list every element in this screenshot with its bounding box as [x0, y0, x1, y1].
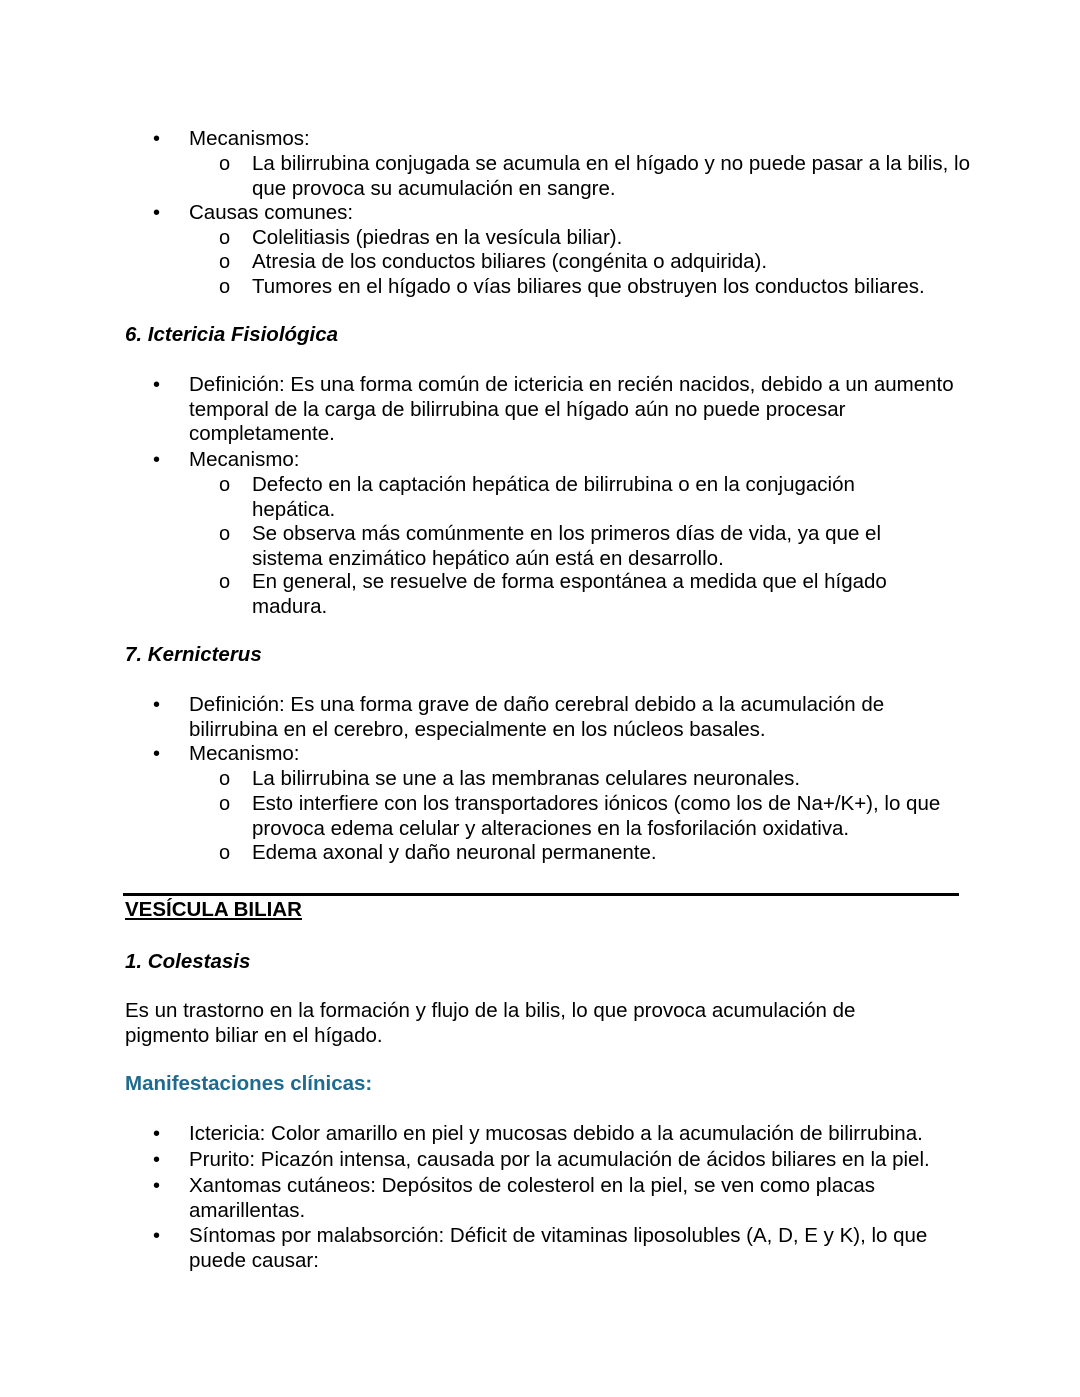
- bullet-disc: •: [153, 1225, 161, 1247]
- bullet-circle: o: [219, 251, 231, 273]
- section-heading-vesicula-biliar: VESÍCULA BILIAR: [125, 898, 302, 921]
- bullet-circle: o: [219, 276, 231, 298]
- paragraph-colestasis: Es un trastorno en la formación y flujo de la bilis, lo que provoca acumulación de pigmento biliar en el hígado.: [125, 999, 856, 1047]
- bullet-circle: o: [219, 523, 231, 545]
- bullet-disc: •: [153, 1149, 161, 1171]
- bullet-disc: •: [153, 743, 161, 765]
- bullet-circle: o: [219, 153, 231, 175]
- list-item-mecanismos: Mecanismos:: [189, 127, 310, 150]
- sub-item: Atresia de los conductos biliares (congénita o adquirida).: [252, 250, 768, 273]
- list-item-mecanismo: Mecanismo:: [189, 448, 300, 471]
- sub-item: Colelitiasis (piedras en la vesícula biliar).: [252, 226, 623, 249]
- list-item-ictericia: Ictericia: Color amarillo en piel y mucosas debido a la acumulación de bilirrubina.: [189, 1122, 923, 1145]
- list-item-definicion: Definición: Es una forma común de ictericia en recién nacidos, debido a un aumento temporal de la carga de bilirrubina que el hígado aún no puede procesar completamente.: [189, 373, 954, 445]
- sub-item: La bilirrubina conjugada se acumula en el hígado y no puede pasar a la bilis, lo que provoca su acumulación en sangre.: [252, 152, 970, 200]
- sub-item: Edema axonal y daño neuronal permanente.: [252, 841, 657, 864]
- sub-item: Esto interfiere con los transportadores iónicos (como los de Na+/K+), lo que provoca edema celular y alteraciones en la fosforilación oxidativa.: [252, 792, 941, 840]
- horizontal-rule: [123, 893, 959, 896]
- sub-item: Defecto en la captación hepática de bilirrubina o en la conjugación hepática.: [252, 473, 855, 521]
- bullet-circle: o: [219, 842, 231, 864]
- subheading-manifestaciones: Manifestaciones clínicas:: [125, 1072, 373, 1095]
- sub-item: Se observa más comúnmente en los primeros días de vida, ya que el sistema enzimático hepático aún está en desarrollo.: [252, 522, 881, 570]
- bullet-circle: o: [219, 768, 231, 790]
- bullet-disc: •: [153, 374, 161, 396]
- bullet-circle: o: [219, 227, 231, 249]
- bullet-disc: •: [153, 449, 161, 471]
- list-item-xantomas: Xantomas cutáneos: Depósitos de colesterol en la piel, se ven como placas amarillentas.: [189, 1174, 875, 1222]
- section-title-kernicterus: 7. Kernicterus: [125, 643, 262, 666]
- list-item-prurito: Prurito: Picazón intensa, causada por la acumulación de ácidos biliares en la piel.: [189, 1148, 930, 1171]
- bullet-disc: •: [153, 694, 161, 716]
- list-item-malabsorcion: Síntomas por malabsorción: Déficit de vitaminas liposolubles (A, D, E y K), lo que puede causar:: [189, 1224, 928, 1272]
- section-title-colestasis: 1. Colestasis: [125, 950, 251, 973]
- list-item-definicion: Definición: Es una forma grave de daño cerebral debido a la acumulación de bilirrubina en el cerebro, especialmente en los núcleos basales.: [189, 693, 885, 741]
- list-item-mecanismo: Mecanismo:: [189, 742, 300, 765]
- sub-item: Tumores en el hígado o vías biliares que obstruyen los conductos biliares.: [252, 275, 925, 298]
- bullet-circle: o: [219, 474, 231, 496]
- bullet-disc: •: [153, 202, 161, 224]
- bullet-disc: •: [153, 1123, 161, 1145]
- bullet-circle: o: [219, 571, 231, 593]
- bullet-disc: •: [153, 1175, 161, 1197]
- list-item-causas: Causas comunes:: [189, 201, 354, 224]
- sub-item: La bilirrubina se une a las membranas celulares neuronales.: [252, 767, 801, 790]
- sub-item: En general, se resuelve de forma espontánea a medida que el hígado madura.: [252, 570, 887, 618]
- section-title-ictericia-fisiologica: 6. Ictericia Fisiológica: [125, 323, 339, 346]
- bullet-circle: o: [219, 793, 231, 815]
- bullet-disc: •: [153, 128, 161, 150]
